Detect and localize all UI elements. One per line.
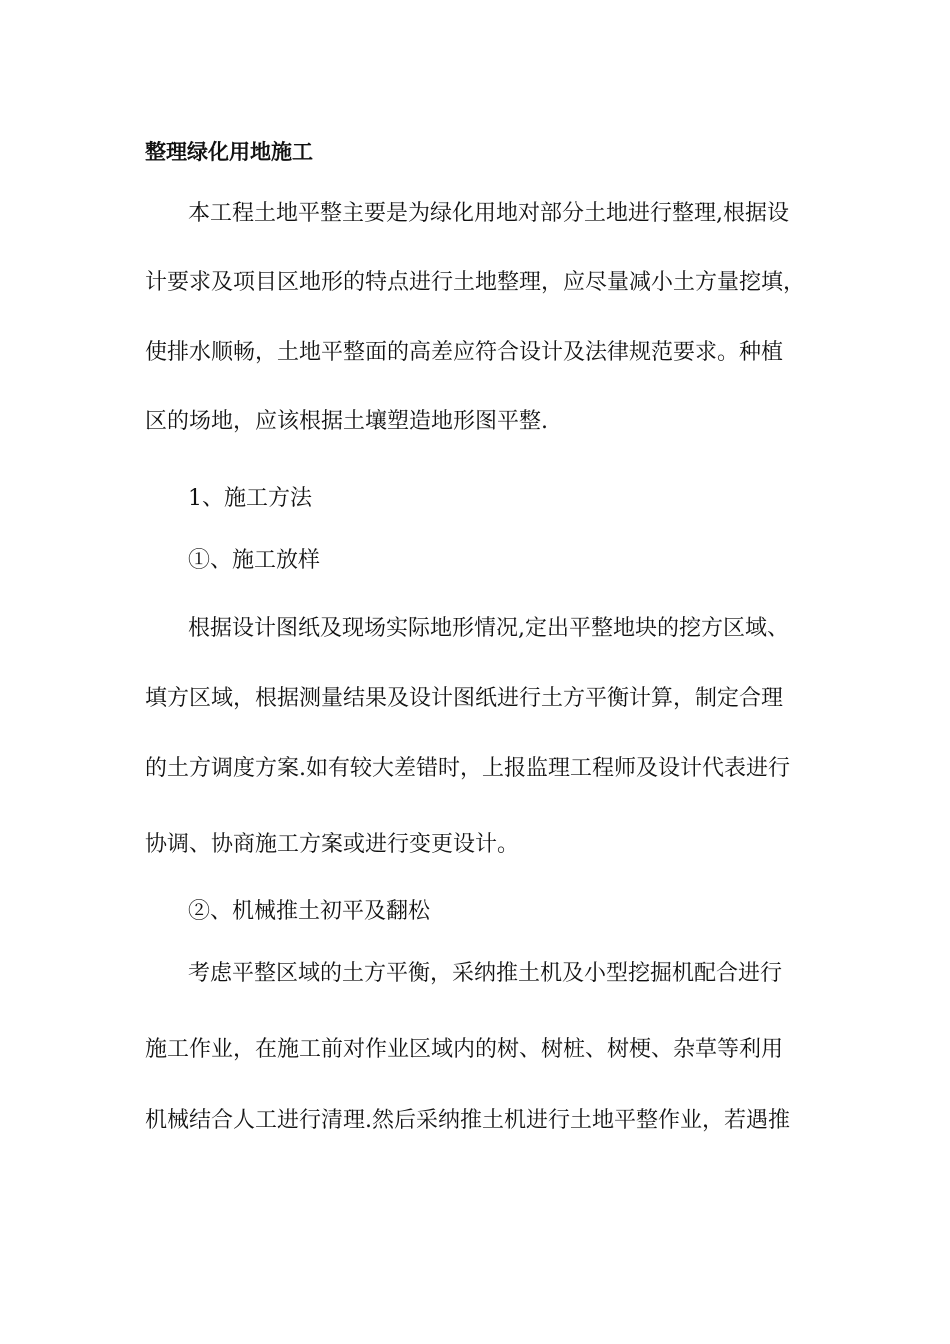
paragraph-line: 填方区域，根据测量结果及设计图纸进行土方平衡计算，制定合理 [145, 686, 784, 711]
paragraph-line: 根据设计图纸及现场实际地形情况,定出平整地块的挖方区域、 [188, 616, 789, 641]
paragraph-line: 本工程土地平整主要是为绿化用地对部分土地进行整理,根据设 [188, 201, 789, 226]
paragraph-line: 的土方调度方案.如有较大差错时，上报监理工程师及设计代表进行 [145, 756, 790, 781]
subheading-bulldozing: ②、机械推土初平及翻松 [188, 899, 431, 924]
paragraph-line: 使排水顺畅，土地平整面的高差应符合设计及法律规范要求。种植 [145, 340, 784, 365]
subheading-layout: ①、施工放样 [188, 548, 321, 573]
paragraph-line: 协调、协商施工方案或进行变更设计。 [145, 832, 520, 857]
paragraph-line: 计要求及项目区地形的特点进行土地整理，应尽量减小土方量挖填， [145, 270, 806, 295]
paragraph-line: 施工作业，在施工前对作业区域内的树、树桩、树梗、杂草等利用 [145, 1037, 784, 1062]
heading-construction-method: 1、施工方法 [188, 486, 312, 511]
paragraph-line: 区的场地，应该根据土壤塑造地形图平整. [145, 409, 548, 434]
section-title: 整理绿化用地施工 [145, 139, 313, 164]
paragraph-line: 机械结合人工进行清理.然后采纳推土机进行土地平整作业，若遇推 [145, 1108, 790, 1133]
paragraph-line: 考虑平整区域的土方平衡，采纳推土机及小型挖掘机配合进行 [188, 961, 783, 986]
